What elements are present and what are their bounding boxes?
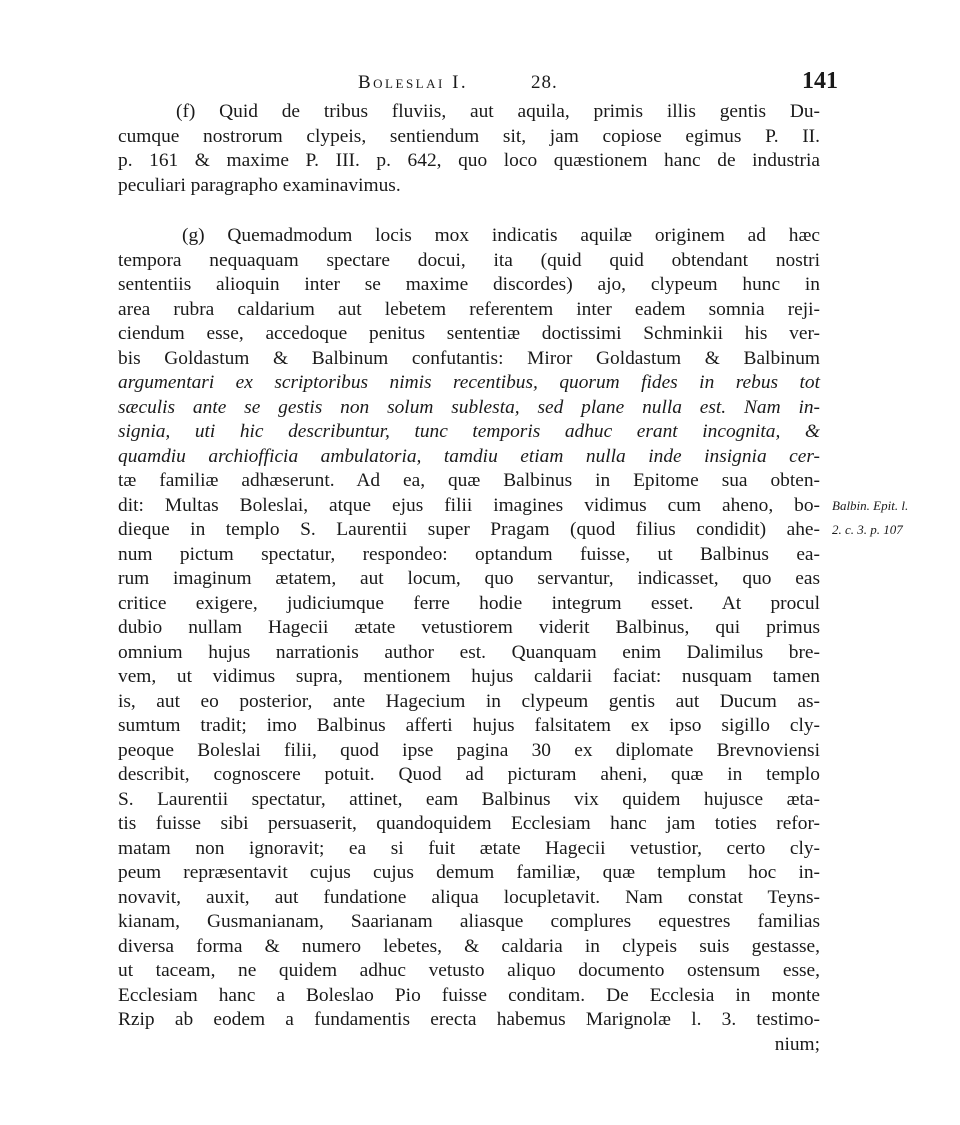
footnote-g-line: sæculis ante se gestis non solum sublesta, sed plane nulla est. Nam in- <box>118 396 820 418</box>
footnote-g-line: matam non ignoravit; ea si fuit ætate Hagecii vetustior, certo cly- <box>118 837 820 859</box>
footnote-g-line: is, aut eo posterior, ante Hagecium in clypeum gentis aut Ducum as- <box>118 690 820 712</box>
footnote-g-line: sumtum tradit; imo Balbinus afferti hujus falsitatem ex ipso sigillo cly- <box>118 715 820 736</box>
footnote-g-line: nium; <box>774 1033 820 1055</box>
footnote-g-line: argumentari ex scriptoribus nimis recentibus, quorum fides in rebus tot <box>118 372 820 393</box>
footnote-g-line: Rzip ab eodem a fundamentis erecta habemus Marignolæ l. 3. testimo- <box>118 1009 820 1030</box>
footnote-g-line: Ecclesiam hanc a Boleslao Pio fuisse conditam. De Ecclesia in monte <box>118 984 820 1006</box>
footnote-g-line: sententiis alioquin inter se maxime discordes) ajo, clypeum hunc in <box>118 274 820 295</box>
margin-note-line: 2. c. 3. p. 107 <box>832 522 903 537</box>
footnote-g-line: diversa forma & numero lebetes, & caldaria in clypeis suis gestasse, <box>118 935 820 957</box>
running-head-year: 28. <box>531 72 558 93</box>
footnote-f-line: cumque nostrorum clypeis, sentiendum sit, jam copiose egimus P. II. <box>118 125 820 147</box>
footnote-g-line: dubio nullam Hagecii ætate vetustiorem viderit Balbinus, qui primus <box>118 617 820 638</box>
footnote-f <box>118 100 820 198</box>
footnote-g-line: omnium hujus narrationis author est. Quanquam enim Dalimilus bre- <box>118 641 820 663</box>
footnote-g-line: peoque Boleslai filii, quod ipse pagina 30 ex diplomate Brevnoviensi <box>118 739 820 761</box>
footnote-g-line: S. Laurentii spectatur, attinet, eam Balbinus vix quidem hujusce æta- <box>118 788 820 810</box>
footnote-g-line: ut taceam, ne quidem adhuc vetusto aliquo documento ostensum esse, <box>118 960 820 981</box>
footnote-g-line: vem, ut vidimus supra, mentionem hujus caldarii faciat: nusquam tamen <box>118 666 820 687</box>
footnote-g-line: num pictum spectatur, respondeo: optandum fuisse, ut Balbinus ea- <box>118 543 820 565</box>
footnote-g-line: tæ familiæ adhæserunt. Ad ea, quæ Balbinus in Epitome sua obten- <box>118 470 820 491</box>
footnote-f-line: (f) Quid de tribus fluviis, aut aquila, primis illis gentis Du- <box>176 101 820 122</box>
page-number: 141 <box>802 68 838 94</box>
footnote-g-line: kianam, Gusmanianam, Saarianam aliasque complures equestres familias <box>118 911 820 932</box>
margin-note-line: Balbin. Epit. l. <box>832 498 909 513</box>
footnote-g <box>118 224 820 1057</box>
footnote-g-line: rum imaginum ætatem, aut locum, quo servantur, indicasset, quo eas <box>118 568 820 589</box>
footnote-g-line: bis Goldastum & Balbinum confutantis: Miror Goldastum & Balbinum <box>118 347 820 369</box>
footnote-f-line: peculiari paragrapho examinavimus. <box>118 174 401 196</box>
footnote-g-line: ciendum esse, accedoque penitus sententiæ doctissimi Schminkii his ver- <box>118 323 820 344</box>
footnote-g-line: peum repræsentavit cujus cujus demum familiæ, quæ templum hoc in- <box>118 862 820 883</box>
running-head <box>118 68 838 100</box>
footnote-g-line: describit, cognoscere potuit. Quod ad picturam aheni, quæ in templo <box>118 764 820 785</box>
footnote-g-line: novavit, auxit, aut fundatione aliqua locupletavit. Nam constat Teyns- <box>118 886 820 908</box>
footnote-g-line: tempora nequaquam spectare docui, ita (quid quid obtendant nostri <box>118 249 820 271</box>
footnote-g-line: signia, uti hic describuntur, tunc temporis adhuc erant incognita, & <box>118 421 820 442</box>
footnote-g-line: (g) Quemadmodum locis mox indicatis aquilæ originem ad hæc <box>182 225 820 246</box>
footnote-f-line: p. 161 & maxime P. III. p. 642, quo loco quæstionem hanc de industria <box>118 150 820 171</box>
footnote-g-line: area rubra caldarium aut lebetem referentem inter eadem somnia reji- <box>118 298 820 320</box>
margin-note <box>832 494 960 542</box>
running-head-title: Boleslai I. <box>358 72 469 93</box>
footnote-g-line: critice exigere, judiciumque ferre hodie integrum esset. At procul <box>118 592 820 614</box>
footnote-g-line: dieque in templo S. Laurentii super Pragam (quod filius condidit) ahe- <box>118 519 820 540</box>
footnote-g-line: dit: Multas Boleslai, atque ejus filii imagines vidimus cum aheno, bo- <box>118 494 820 516</box>
footnote-g-line: quamdiu archiofficia ambulatoria, tamdiu etiam nulla inde insignia cer- <box>118 445 820 467</box>
footnote-g-line: tis fuisse sibi persuaserit, quandoquidem Ecclesiam hanc jam toties refor- <box>118 813 820 834</box>
